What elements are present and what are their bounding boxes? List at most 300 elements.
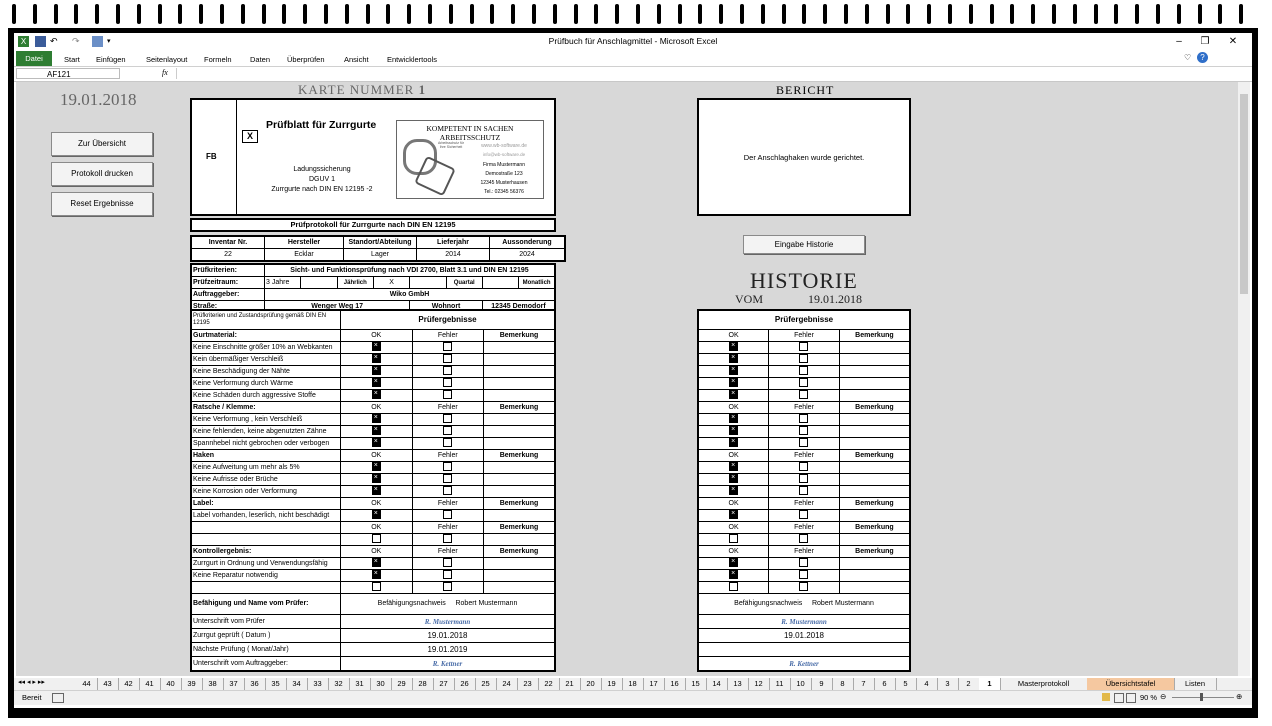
- ok-cell[interactable]: [698, 378, 769, 390]
- ok-cell[interactable]: [698, 510, 769, 522]
- col-error-label: Fehler: [769, 402, 840, 414]
- ok-checkbox[interactable]: [729, 510, 738, 519]
- error-checkbox[interactable]: [799, 570, 808, 579]
- sheet-tab[interactable]: 30: [370, 678, 392, 690]
- redo-icon[interactable]: ↷: [72, 36, 80, 46]
- info-value-disposal[interactable]: 2024: [490, 249, 566, 262]
- remark-cell[interactable]: [839, 342, 910, 354]
- ok-checkbox[interactable]: [372, 510, 381, 519]
- error-cell[interactable]: [412, 354, 484, 366]
- error-checkbox[interactable]: [443, 378, 452, 387]
- sheet-tab[interactable]: 16: [664, 678, 686, 690]
- error-checkbox[interactable]: [443, 534, 452, 543]
- ok-checkbox[interactable]: [372, 366, 381, 375]
- ok-cell[interactable]: [341, 414, 413, 426]
- ok-checkbox[interactable]: [729, 474, 738, 483]
- sheet-tab[interactable]: 41: [139, 678, 161, 690]
- error-checkbox[interactable]: [799, 342, 808, 351]
- remark-cell[interactable]: [839, 510, 910, 522]
- error-cell[interactable]: [769, 462, 840, 474]
- remark-cell[interactable]: [484, 570, 556, 582]
- ok-cell[interactable]: [698, 486, 769, 498]
- ok-checkbox[interactable]: [729, 378, 738, 387]
- ok-cell[interactable]: [698, 462, 769, 474]
- spiral-ring: [12, 4, 16, 24]
- remark-cell[interactable]: [839, 366, 910, 378]
- sheet-tab[interactable]: 17: [643, 678, 665, 690]
- remark-cell[interactable]: [484, 462, 556, 474]
- sheet-tab[interactable]: 42: [118, 678, 140, 690]
- error-cell[interactable]: [769, 582, 840, 594]
- sheet-tab[interactable]: 11: [769, 678, 791, 690]
- sheet-tab[interactable]: Übersichtstafel: [1087, 678, 1175, 690]
- formula-bar: [14, 67, 1252, 82]
- error-checkbox[interactable]: [443, 474, 452, 483]
- remark-cell[interactable]: [839, 378, 910, 390]
- macro-record-icon[interactable]: [52, 693, 64, 703]
- ok-cell[interactable]: [698, 570, 769, 582]
- error-checkbox[interactable]: [443, 438, 452, 447]
- remark-cell[interactable]: [484, 510, 556, 522]
- ok-checkbox[interactable]: [372, 390, 381, 399]
- page-break-view-icon[interactable]: [1126, 693, 1136, 703]
- error-checkbox[interactable]: [443, 342, 452, 351]
- ok-cell[interactable]: [341, 510, 413, 522]
- ok-checkbox[interactable]: [372, 438, 381, 447]
- history-qualification-value[interactable]: Befähigungsnachweis Robert Mustermann: [698, 594, 910, 615]
- error-checkbox[interactable]: [443, 582, 452, 591]
- street-value[interactable]: Wenger Weg 17: [265, 301, 410, 314]
- ok-checkbox[interactable]: [372, 534, 381, 543]
- ok-checkbox[interactable]: [729, 366, 738, 375]
- spiral-ring: [1052, 4, 1056, 24]
- error-checkbox[interactable]: [799, 582, 808, 591]
- period-value[interactable]: 3 Jahre: [265, 277, 301, 289]
- remark-cell[interactable]: [839, 438, 910, 450]
- error-cell[interactable]: [769, 570, 840, 582]
- ok-cell[interactable]: [341, 426, 413, 438]
- ok-checkbox[interactable]: [729, 534, 738, 543]
- ok-cell[interactable]: [341, 390, 413, 402]
- ok-checkbox[interactable]: [372, 558, 381, 567]
- tab-nav-arrows-icon[interactable]: ◂◂ ◂ ▸ ▸▸: [18, 679, 45, 686]
- remark-cell[interactable]: [484, 354, 556, 366]
- remark-cell[interactable]: [484, 486, 556, 498]
- city-value[interactable]: 12345 Demodorf: [482, 301, 555, 314]
- error-checkbox[interactable]: [799, 486, 808, 495]
- sheet-tab[interactable]: 4: [916, 678, 938, 690]
- period-yearly-mark[interactable]: X: [373, 277, 409, 289]
- error-cell[interactable]: [412, 462, 484, 474]
- remark-cell[interactable]: [839, 390, 910, 402]
- error-cell[interactable]: [412, 510, 484, 522]
- tab-data[interactable]: Daten: [250, 55, 271, 64]
- history-section-header: [698, 546, 910, 558]
- info-value-location[interactable]: Lager: [344, 249, 417, 262]
- criterion-label: Keine Verformung durch Wärme: [191, 378, 341, 390]
- ok-cell[interactable]: [341, 582, 413, 594]
- sheet-tab[interactable]: 36: [244, 678, 266, 690]
- excel-app-icon[interactable]: X: [18, 36, 29, 47]
- ok-cell[interactable]: [698, 474, 769, 486]
- error-cell[interactable]: [769, 378, 840, 390]
- ok-cell[interactable]: [698, 342, 769, 354]
- ok-checkbox[interactable]: [729, 390, 738, 399]
- ok-cell[interactable]: [341, 378, 413, 390]
- history-section-header: [698, 402, 910, 414]
- ok-checkbox[interactable]: [372, 474, 381, 483]
- overview-button[interactable]: Zur Übersicht: [51, 132, 153, 156]
- sheet-tab[interactable]: 12: [748, 678, 770, 690]
- tab-view[interactable]: Ansicht: [344, 55, 369, 64]
- sheet-tab[interactable]: Listen: [1174, 678, 1217, 690]
- spiral-ring: [303, 4, 307, 24]
- worksheet[interactable]: [16, 82, 1238, 676]
- remark-cell[interactable]: [484, 366, 556, 378]
- error-checkbox[interactable]: [799, 426, 808, 435]
- remark-cell[interactable]: [839, 474, 910, 486]
- sheet-tab[interactable]: 1: [979, 678, 1001, 690]
- vertical-scrollbar[interactable]: [1238, 82, 1250, 676]
- ok-checkbox[interactable]: [729, 414, 738, 423]
- ok-cell[interactable]: [341, 342, 413, 354]
- sheet-tab[interactable]: 43: [97, 678, 119, 690]
- remark-cell[interactable]: [839, 582, 910, 594]
- error-cell[interactable]: [769, 534, 840, 546]
- error-checkbox[interactable]: [799, 366, 808, 375]
- spiral-ring: [927, 4, 931, 24]
- remark-cell[interactable]: [484, 534, 556, 546]
- ok-cell[interactable]: [698, 438, 769, 450]
- sheet-tab[interactable]: 9: [811, 678, 833, 690]
- error-cell[interactable]: [412, 378, 484, 390]
- sheet-tab[interactable]: 25: [475, 678, 497, 690]
- ok-cell[interactable]: [698, 426, 769, 438]
- error-cell[interactable]: [769, 342, 840, 354]
- sheet-tab[interactable]: 15: [685, 678, 707, 690]
- client-signature-value[interactable]: R. Kettner: [341, 657, 556, 672]
- remark-cell[interactable]: [484, 474, 556, 486]
- error-cell[interactable]: [412, 342, 484, 354]
- error-checkbox[interactable]: [443, 390, 452, 399]
- error-cell[interactable]: [769, 474, 840, 486]
- history-client-signature-value[interactable]: R. Kettner: [698, 657, 910, 672]
- info-value-manufacturer[interactable]: Ecklar: [265, 249, 344, 262]
- remark-cell[interactable]: [839, 570, 910, 582]
- ok-checkbox[interactable]: [372, 378, 381, 387]
- tab-review[interactable]: Überprüfen: [287, 55, 325, 64]
- next-check-label: Nächste Prüfung ( Monat/Jahr): [191, 643, 341, 657]
- ok-checkbox[interactable]: [729, 426, 738, 435]
- history-result-row: [698, 354, 910, 366]
- error-checkbox[interactable]: [443, 570, 452, 579]
- sheet-tab[interactable]: 28: [412, 678, 434, 690]
- sheet-tab[interactable]: 21: [559, 678, 581, 690]
- sheet-tab[interactable]: 23: [517, 678, 539, 690]
- error-cell[interactable]: [412, 534, 484, 546]
- history-checked-date-value[interactable]: 19.01.2018: [698, 629, 910, 643]
- error-checkbox[interactable]: [799, 390, 808, 399]
- ok-checkbox[interactable]: [372, 342, 381, 351]
- ok-checkbox[interactable]: [372, 570, 381, 579]
- zoom-slider-handle[interactable]: [1200, 693, 1203, 701]
- ok-cell[interactable]: [341, 354, 413, 366]
- ribbon-collapse-icon[interactable]: ♡: [1184, 53, 1192, 62]
- history-signature-value[interactable]: R. Mustermann: [698, 615, 910, 629]
- ok-checkbox[interactable]: [729, 582, 738, 591]
- sheet-tab[interactable]: 2: [958, 678, 980, 690]
- tab-formulas[interactable]: Formeln: [204, 55, 232, 64]
- ok-cell[interactable]: [698, 582, 769, 594]
- error-cell[interactable]: [769, 558, 840, 570]
- info-header-inventory: Inventar Nr.: [191, 236, 265, 249]
- error-checkbox[interactable]: [443, 354, 452, 363]
- sheet-tab[interactable]: 3: [937, 678, 959, 690]
- error-checkbox[interactable]: [443, 426, 452, 435]
- scroll-thumb[interactable]: [1240, 94, 1248, 294]
- error-cell[interactable]: [412, 390, 484, 402]
- report-text[interactable]: Der Anschlaghaken wurde gerichtet.: [743, 153, 865, 162]
- col-remark-label: Bemerkung: [839, 498, 910, 510]
- error-cell[interactable]: [412, 426, 484, 438]
- error-cell[interactable]: [412, 414, 484, 426]
- logo-line5: 12345 Musterhausen: [480, 180, 528, 186]
- ok-checkbox[interactable]: [372, 582, 381, 591]
- ok-cell[interactable]: [698, 366, 769, 378]
- error-checkbox[interactable]: [799, 462, 808, 471]
- remark-cell[interactable]: [484, 414, 556, 426]
- ok-checkbox[interactable]: [729, 558, 738, 567]
- info-value-delivery-year[interactable]: 2014: [417, 249, 490, 262]
- qualification-value[interactable]: Befähigungsnachweis Robert Mustermann: [341, 594, 556, 615]
- sheet-tab[interactable]: 37: [223, 678, 245, 690]
- ok-checkbox[interactable]: [729, 354, 738, 363]
- zoom-in-icon[interactable]: ⊕: [1236, 692, 1243, 701]
- card-checkbox[interactable]: X: [242, 130, 258, 143]
- zoom-out-icon[interactable]: ⊖: [1160, 692, 1167, 701]
- reset-results-button[interactable]: Reset Ergebnisse: [51, 192, 153, 216]
- remark-cell[interactable]: [839, 414, 910, 426]
- ok-checkbox[interactable]: [372, 354, 381, 363]
- period-empty-2[interactable]: [410, 277, 446, 289]
- zoom-level[interactable]: 90 %: [1140, 693, 1158, 702]
- sheet-tab[interactable]: 22: [538, 678, 560, 690]
- undo-icon[interactable]: ↶: [50, 36, 58, 46]
- info-value-inventory[interactable]: 22: [191, 249, 265, 262]
- formula-input[interactable]: [176, 68, 1247, 79]
- sheet-tab[interactable]: 38: [202, 678, 224, 690]
- error-cell[interactable]: [769, 438, 840, 450]
- col-error-label: Fehler: [769, 522, 840, 534]
- ok-checkbox[interactable]: [372, 426, 381, 435]
- error-cell[interactable]: [769, 354, 840, 366]
- ok-cell[interactable]: [341, 570, 413, 582]
- remark-cell[interactable]: [839, 534, 910, 546]
- remark-cell[interactable]: [484, 558, 556, 570]
- tab-page-layout[interactable]: Seitenlayout: [146, 55, 188, 64]
- error-cell[interactable]: [412, 366, 484, 378]
- report-heading: BERICHT: [776, 83, 835, 97]
- remark-cell[interactable]: [839, 486, 910, 498]
- ok-checkbox[interactable]: [729, 342, 738, 351]
- ok-checkbox[interactable]: [729, 438, 738, 447]
- report-box[interactable]: [697, 98, 911, 216]
- ok-cell[interactable]: [698, 390, 769, 402]
- error-checkbox[interactable]: [799, 558, 808, 567]
- card-sub1: Ladungssicherung: [293, 166, 351, 173]
- ok-checkbox[interactable]: [729, 570, 738, 579]
- sheet-tab[interactable]: 7: [853, 678, 875, 690]
- error-cell[interactable]: [412, 438, 484, 450]
- error-cell[interactable]: [769, 366, 840, 378]
- sheet-tab[interactable]: 31: [349, 678, 371, 690]
- ok-cell[interactable]: [341, 438, 413, 450]
- period-empty-3[interactable]: [482, 277, 518, 289]
- history-next-check-value[interactable]: [698, 643, 910, 657]
- ribbon-tabs: [14, 51, 1252, 67]
- restore-button[interactable]: ❐: [1200, 36, 1210, 47]
- period-monthly: Monatlich: [519, 277, 555, 289]
- ok-checkbox[interactable]: [372, 462, 381, 471]
- ok-checkbox[interactable]: [729, 462, 738, 471]
- error-cell[interactable]: [769, 426, 840, 438]
- ok-cell[interactable]: [341, 474, 413, 486]
- col-remark-label: Bemerkung: [839, 450, 910, 462]
- history-next-check-row: [698, 643, 910, 657]
- name-box[interactable]: AF121: [16, 68, 120, 79]
- sheet-tab[interactable]: 24: [496, 678, 518, 690]
- error-checkbox[interactable]: [799, 378, 808, 387]
- sheet-tab[interactable]: 6: [874, 678, 896, 690]
- sheet-tab[interactable]: 8: [832, 678, 854, 690]
- error-checkbox[interactable]: [443, 486, 452, 495]
- remark-cell[interactable]: [484, 378, 556, 390]
- sheet-tab[interactable]: 26: [454, 678, 476, 690]
- remark-cell[interactable]: [484, 438, 556, 450]
- error-checkbox[interactable]: [799, 510, 808, 519]
- sheet-tab[interactable]: 33: [307, 678, 329, 690]
- remark-cell[interactable]: [839, 354, 910, 366]
- error-cell[interactable]: [412, 558, 484, 570]
- error-cell[interactable]: [412, 582, 484, 594]
- remark-cell[interactable]: [484, 426, 556, 438]
- page-layout-view-icon[interactable]: [1114, 693, 1124, 703]
- tab-insert[interactable]: Einfügen: [96, 55, 126, 64]
- signature-value[interactable]: R. Mustermann: [341, 615, 556, 629]
- error-checkbox[interactable]: [799, 534, 808, 543]
- close-button[interactable]: ✕: [1228, 36, 1238, 47]
- ok-cell[interactable]: [698, 354, 769, 366]
- sheet-tab[interactable]: 44: [76, 678, 98, 690]
- tab-file[interactable]: Datei: [16, 51, 52, 66]
- ok-cell[interactable]: [698, 534, 769, 546]
- sheet-tab[interactable]: 19: [601, 678, 623, 690]
- sheet-tab[interactable]: 18: [622, 678, 644, 690]
- sheet-tab[interactable]: 34: [286, 678, 308, 690]
- remark-cell[interactable]: [484, 582, 556, 594]
- sheet-tab[interactable]: 10: [790, 678, 812, 690]
- sheet-tab[interactable]: Masterprotokoll: [1000, 678, 1088, 690]
- ok-cell[interactable]: [698, 558, 769, 570]
- ok-checkbox[interactable]: [372, 486, 381, 495]
- period-empty-1[interactable]: [301, 277, 337, 289]
- error-checkbox[interactable]: [443, 510, 452, 519]
- error-cell[interactable]: [412, 570, 484, 582]
- ok-cell[interactable]: [341, 486, 413, 498]
- remark-cell[interactable]: [839, 426, 910, 438]
- sheet-tab[interactable]: 29: [391, 678, 413, 690]
- sheet-tab[interactable]: 39: [181, 678, 203, 690]
- error-cell[interactable]: [769, 390, 840, 402]
- remark-cell[interactable]: [484, 390, 556, 402]
- fx-icon[interactable]: fx: [162, 68, 168, 77]
- minimize-button[interactable]: –: [1176, 36, 1182, 47]
- error-checkbox[interactable]: [443, 366, 452, 375]
- remark-cell[interactable]: [839, 558, 910, 570]
- ok-cell[interactable]: [341, 366, 413, 378]
- spiral-ring: [33, 4, 37, 24]
- next-check-value[interactable]: 19.01.2019: [341, 643, 556, 657]
- sheet-tab[interactable]: 5: [895, 678, 917, 690]
- sheet-tab[interactable]: 32: [328, 678, 350, 690]
- error-cell[interactable]: [412, 474, 484, 486]
- history-result-row: [698, 510, 910, 522]
- ok-checkbox[interactable]: [372, 414, 381, 423]
- error-checkbox[interactable]: [799, 474, 808, 483]
- sheet-tab[interactable]: 20: [580, 678, 602, 690]
- checked-date-value[interactable]: 19.01.2018: [341, 629, 556, 643]
- sheet-tab[interactable]: 35: [265, 678, 287, 690]
- sheet-tab[interactable]: 27: [433, 678, 455, 690]
- info-table: [190, 235, 566, 262]
- client-value[interactable]: Wiko GmbH: [265, 289, 556, 301]
- col-remark-label: Bemerkung: [484, 330, 556, 342]
- ok-cell[interactable]: [341, 558, 413, 570]
- error-checkbox[interactable]: [799, 414, 808, 423]
- ok-cell[interactable]: [341, 462, 413, 474]
- error-cell[interactable]: [769, 486, 840, 498]
- remark-cell[interactable]: [839, 462, 910, 474]
- history-input-button[interactable]: Eingabe Historie: [743, 235, 865, 254]
- error-cell[interactable]: [769, 414, 840, 426]
- criteria-value[interactable]: Sicht- und Funktionsprüfung nach VDI 2700, Blatt 3.1 und DIN EN 12195: [265, 264, 556, 277]
- zoom-slider[interactable]: [1172, 697, 1234, 698]
- error-checkbox[interactable]: [443, 558, 452, 567]
- spiral-ring: [158, 4, 162, 24]
- error-cell[interactable]: [769, 510, 840, 522]
- ok-cell[interactable]: [698, 414, 769, 426]
- ok-checkbox[interactable]: [729, 486, 738, 495]
- sheet-tab[interactable]: 13: [727, 678, 749, 690]
- sheet-tab[interactable]: 40: [160, 678, 182, 690]
- error-cell[interactable]: [412, 486, 484, 498]
- remark-cell[interactable]: [484, 342, 556, 354]
- ok-cell[interactable]: [341, 534, 413, 546]
- customize-qat-icon[interactable]: ▾: [107, 38, 111, 45]
- sheet-tab[interactable]: 14: [706, 678, 728, 690]
- normal-view-icon[interactable]: [1102, 693, 1110, 701]
- tab-start[interactable]: Start: [64, 55, 80, 64]
- tab-developer[interactable]: Entwicklertools: [387, 55, 438, 64]
- help-icon[interactable]: ?: [1197, 52, 1208, 63]
- error-checkbox[interactable]: [799, 438, 808, 447]
- error-checkbox[interactable]: [799, 354, 808, 363]
- error-checkbox[interactable]: [443, 462, 452, 471]
- spiral-ring: [262, 4, 266, 24]
- error-checkbox[interactable]: [443, 414, 452, 423]
- card-section-header: [191, 402, 555, 414]
- print-protocol-button[interactable]: Protokoll drucken: [51, 162, 153, 186]
